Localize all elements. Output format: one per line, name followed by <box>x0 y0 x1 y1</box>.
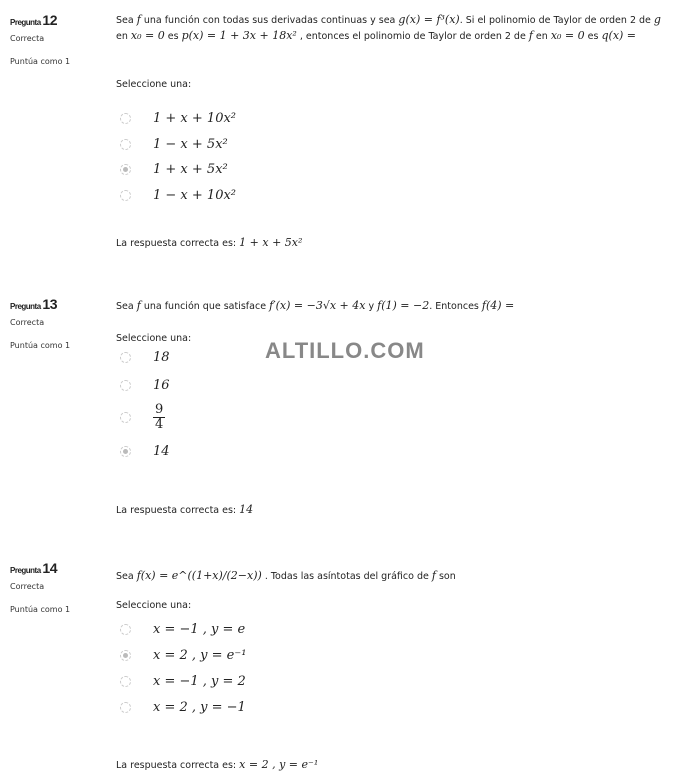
answer-option[interactable] <box>120 618 245 640</box>
option-label: x = 2 , y = −1 <box>153 699 246 715</box>
answer-option[interactable] <box>120 184 236 206</box>
denominator: 4 <box>155 417 164 432</box>
answer-value: 1 + x + 5x² <box>239 236 303 249</box>
answer-value: x = 2 , y = e⁻¹ <box>239 758 319 771</box>
option-label: 16 <box>153 377 170 393</box>
math-expression: f <box>528 29 533 42</box>
text-fragment: , entonces el polinomio de Taylor de orden 2 de <box>296 31 529 42</box>
answer-option[interactable] <box>120 440 170 462</box>
correct-answer <box>116 236 302 249</box>
answer-prefix: La respuesta correcta es: <box>116 505 237 516</box>
math-expression: f(x) = e^((1+x)/(2−x)) <box>136 569 262 582</box>
question-info <box>10 12 110 66</box>
answer-option[interactable] <box>120 346 170 368</box>
math-expression: q(x) = <box>601 29 637 42</box>
correct-answer <box>116 503 253 516</box>
text-fragment: es <box>164 31 182 42</box>
question-text <box>116 568 661 584</box>
question-state: Correcta <box>10 34 45 43</box>
radio-button[interactable] <box>120 352 131 363</box>
question-number-value: 14 <box>42 560 57 576</box>
question-info <box>10 560 110 614</box>
option-label: x = 2 , y = e⁻¹ <box>153 647 247 663</box>
math-expression: f(4) = <box>481 299 515 312</box>
select-label: Seleccione una: <box>116 79 192 90</box>
answer-option[interactable] <box>120 374 170 396</box>
option-label: 14 <box>153 443 170 459</box>
select-label: Seleccione una: <box>116 333 192 344</box>
question-grade: Puntúa como 1 <box>10 605 71 614</box>
question-label: Pregunta <box>10 566 41 575</box>
text-fragment: . Si el polinomio de Taylor de orden 2 de <box>459 15 654 26</box>
numerator: 9 <box>155 402 164 417</box>
option-label: 1 + x + 10x² <box>153 110 237 126</box>
option-label: 1 − x + 5x² <box>153 136 228 152</box>
question-text <box>116 298 661 314</box>
answer-option[interactable] <box>120 696 246 718</box>
watermark: ALTILLO.COM <box>265 338 425 363</box>
text-fragment: . Entonces <box>429 301 482 312</box>
answer-option[interactable] <box>120 107 236 129</box>
answer-value: 14 <box>239 503 254 516</box>
text-fragment: Sea <box>116 301 137 312</box>
radio-button[interactable] <box>120 164 131 175</box>
option-label: 18 <box>153 349 170 365</box>
correct-answer <box>116 758 318 771</box>
question-info <box>10 296 110 350</box>
math-expression: p(x) = 1 + 3x + 18x² <box>181 29 297 42</box>
question-label: Pregunta <box>10 18 41 27</box>
radio-button[interactable] <box>120 380 131 391</box>
question-text <box>116 12 661 44</box>
question-number <box>10 296 110 312</box>
text-fragment: Sea <box>116 15 137 26</box>
question-label: Pregunta <box>10 302 41 311</box>
text-fragment: una función con todas sus derivadas continuas y sea <box>140 15 399 26</box>
math-expression: f <box>136 299 141 312</box>
radio-button[interactable] <box>120 446 131 457</box>
option-label: x = −1 , y = 2 <box>153 673 246 689</box>
question-state: Correcta <box>10 318 45 327</box>
option-label: 1 − x + 10x² <box>153 187 237 203</box>
radio-button[interactable] <box>120 702 131 713</box>
question-state: Correcta <box>10 582 45 591</box>
math-expression: f <box>136 13 141 26</box>
text-fragment: Sea <box>116 571 137 582</box>
math-expression: x₀ = 0 <box>130 29 165 42</box>
option-label: 1 + x + 5x² <box>153 161 228 177</box>
question-number <box>10 560 110 576</box>
math-expression: x₀ = 0 <box>550 29 585 42</box>
math-expression: f(1) = −2 <box>377 299 430 312</box>
text-fragment: en <box>532 31 551 42</box>
radio-button[interactable] <box>120 650 131 661</box>
answer-option[interactable] <box>120 158 228 180</box>
option-label <box>153 402 165 432</box>
answer-option[interactable] <box>120 644 246 666</box>
math-expression: f′(x) = −3√x + 4x <box>269 299 366 312</box>
question-number-value: 12 <box>42 12 57 28</box>
text-fragment: . Todas las asíntotas del gráfico de <box>261 571 432 582</box>
question-number-value: 13 <box>42 296 57 312</box>
radio-button[interactable] <box>120 190 131 201</box>
math-expression: g <box>653 13 661 26</box>
radio-button[interactable] <box>120 139 131 150</box>
radio-button[interactable] <box>120 412 131 423</box>
answer-prefix: La respuesta correcta es: <box>116 760 237 771</box>
text-fragment: y <box>365 301 378 312</box>
radio-button[interactable] <box>120 624 131 635</box>
question-number <box>10 12 110 28</box>
radio-button[interactable] <box>120 676 131 687</box>
math-expression: g(x) = f³(x) <box>398 13 460 26</box>
answer-option[interactable] <box>120 670 246 692</box>
text-fragment: son <box>435 571 456 582</box>
answer-option[interactable] <box>120 402 165 432</box>
radio-button[interactable] <box>120 113 131 124</box>
text-fragment: es <box>584 31 602 42</box>
question-grade: Puntúa como 1 <box>10 341 71 350</box>
option-label: x = −1 , y = e <box>153 621 246 637</box>
select-label: Seleccione una: <box>116 600 192 611</box>
question-grade: Puntúa como 1 <box>10 57 71 66</box>
math-expression: f <box>431 569 436 582</box>
text-fragment: en <box>116 31 131 42</box>
answer-prefix: La respuesta correcta es: <box>116 238 237 249</box>
text-fragment: una función que satisface <box>140 301 270 312</box>
answer-option[interactable] <box>120 133 228 155</box>
fraction <box>153 403 165 432</box>
